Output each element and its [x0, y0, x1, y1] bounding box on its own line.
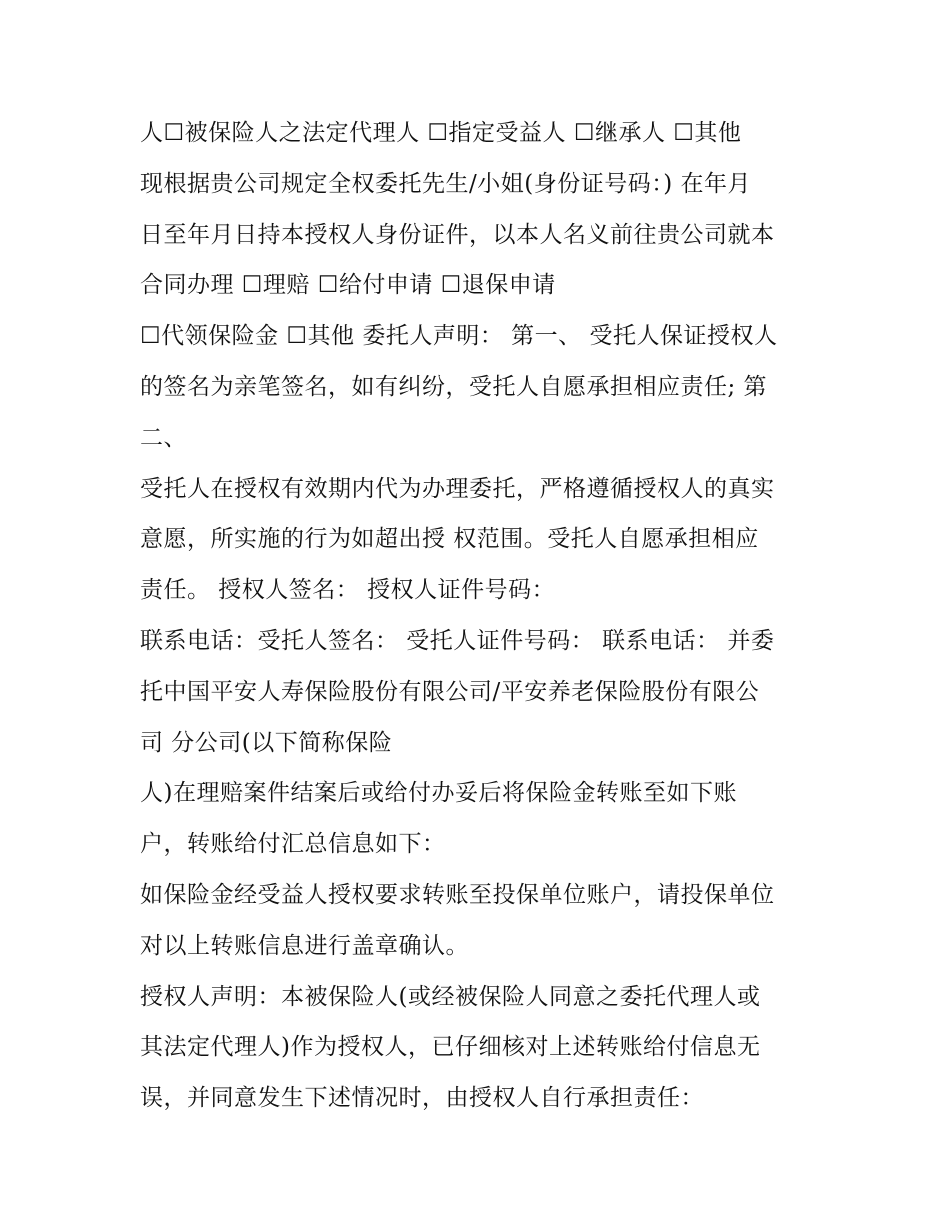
- text-line: 现根据贵公司规定全权委托先生/小姐(身份证号码：) 在年月: [140, 170, 752, 197]
- text-line: 日至年月日持本授权人身份证件，以本人名义前往贵公司就本: [140, 221, 775, 248]
- text-line: 授权人声明：本被保险人(或经被保险人同意之委托代理人或: [140, 983, 761, 1010]
- text-line: 责任。 授权人签名： 授权人证件号码：: [140, 577, 556, 604]
- text-line: 联系电话：受托人签名： 受托人证件号码： 联系电话： 并委: [140, 627, 775, 654]
- text-line: 受托人在授权有效期内代为办理委托，严格遵循授权人的真实: [140, 475, 775, 502]
- text-line: 对以上转账信息进行盖章确认。: [140, 932, 469, 959]
- text-line: 户，转账给付汇总信息如下：: [140, 831, 446, 858]
- text-line: 合同办理 ☐理赔 ☐给付申请 ☐退保申请: [140, 272, 556, 299]
- text-line: 如保险金经受益人授权要求转账至投保单位账户，请投保单位: [140, 881, 775, 908]
- text-line: 二、: [140, 424, 187, 451]
- text-line: 的签名为亲笔签名，如有纠纷，受托人自愿承担相应责任; 第: [140, 373, 768, 400]
- text-line: 人)在理赔案件结案后或给付办妥后将保险金转账至如下账: [140, 780, 737, 807]
- text-line: 意愿，所实施的行为如超出授 权范围。受托人自愿承担相应: [140, 526, 759, 553]
- text-line: 其法定代理人)作为授权人，已仔细核对上述转账给付信息无: [140, 1034, 761, 1061]
- text-line: 司 分公司(以下简称保险: [140, 729, 393, 756]
- text-line: 托中国平安人寿保险股份有限公司/平安养老保险股份有限公: [140, 678, 760, 705]
- text-line: 人☐被保险人之法定代理人 ☐指定受益人 ☐继承人 ☐其他: [140, 120, 742, 146]
- text-line: ☐代领保险金 ☐其他 委托人声明： 第一、 受托人保证授权人: [140, 323, 778, 350]
- document-body: [140, 108, 820, 1124]
- text-line: 误，并同意发生下述情况时，由授权人自行承担责任：: [140, 1085, 704, 1112]
